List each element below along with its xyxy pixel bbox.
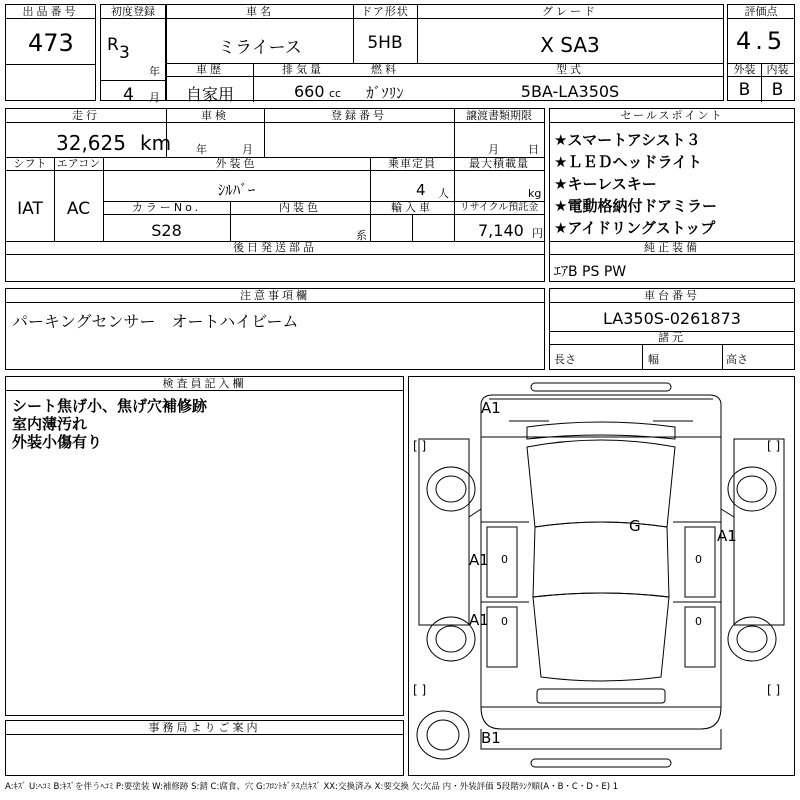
office-box bbox=[5, 720, 404, 776]
later-parts-label: 後日発送部品 bbox=[6, 241, 544, 255]
chassis-label: 車台番号 bbox=[550, 289, 794, 303]
ac-label: エアコン bbox=[54, 157, 103, 171]
model-code: 5BA-LA350S bbox=[520, 82, 620, 101]
car-name: ミライース bbox=[218, 38, 302, 58]
sales-point-item: ★電動格納付ドアミラー bbox=[554, 197, 717, 215]
grade-label: グレード bbox=[417, 5, 723, 19]
bracket-right-rear: [ ] bbox=[767, 683, 781, 697]
inspector-line: 室内薄汚れ bbox=[12, 415, 88, 433]
sales-point-item: ★アイドリングストップ bbox=[554, 219, 716, 237]
sales-points-box bbox=[549, 108, 795, 282]
bracket-left-rear: [ ] bbox=[413, 683, 427, 697]
interior-label: 内装 bbox=[761, 63, 794, 77]
width-label: 幅 bbox=[648, 353, 659, 366]
year-unit: 年 bbox=[149, 65, 160, 78]
damage-mark-front: A1 bbox=[481, 399, 501, 417]
interior-color-label: 内装色 bbox=[230, 201, 370, 215]
grade: X SA3 bbox=[540, 33, 600, 57]
zero-mark: 0 bbox=[501, 553, 508, 566]
score: 4.5 bbox=[736, 27, 787, 55]
sales-points-label: セールスポイント bbox=[550, 109, 794, 123]
lot-number: 473 bbox=[28, 29, 74, 57]
era: R bbox=[107, 35, 119, 55]
score-label: 評価点 bbox=[728, 5, 794, 19]
height-label: 高さ bbox=[726, 353, 748, 366]
inspector-label: 検査員記入欄 bbox=[6, 377, 403, 391]
mileage: 32,625 bbox=[56, 131, 126, 155]
damage-mark-left-rear-door: A1 bbox=[469, 611, 489, 629]
equipment-label: 純正装備 bbox=[550, 241, 794, 255]
damage-mark-right-fender: A1 bbox=[717, 527, 737, 545]
shift: IAT bbox=[17, 199, 43, 219]
reg-month: 4 bbox=[123, 85, 134, 105]
fuel: ｶﾞｿﾘﾝ bbox=[366, 84, 404, 102]
chassis-number: LA350S-0261873 bbox=[603, 309, 741, 328]
max-load-label: 最大積載量 bbox=[454, 157, 544, 171]
recycle-deposit: 7,140 bbox=[478, 221, 524, 240]
specs-label: 諸元 bbox=[550, 331, 794, 345]
bracket-left-front: [ ] bbox=[413, 439, 427, 453]
first-registration-label: 初度登録 bbox=[101, 5, 165, 19]
interior-color-unit: 系 bbox=[356, 229, 367, 242]
mileage-label: 走行 bbox=[6, 109, 166, 123]
capacity-label: 乗車定員 bbox=[370, 157, 454, 171]
transfer-deadline-label: 譲渡書類期限 bbox=[454, 109, 544, 123]
mileage-unit: km bbox=[140, 131, 172, 155]
inspection-month-unit: 月 bbox=[242, 143, 253, 156]
exterior-color-label: 外装色 bbox=[103, 157, 370, 171]
score-box bbox=[727, 4, 795, 101]
details-box bbox=[5, 108, 545, 282]
car-outline bbox=[409, 377, 794, 775]
sales-point-item: ★キーレスキー bbox=[554, 175, 657, 193]
sales-point-item: ★スマートアシスト３ bbox=[554, 131, 701, 149]
displacement-label: 排気量 bbox=[253, 63, 353, 77]
reg-year: 3 bbox=[119, 43, 130, 63]
exterior-color: ｼﾙﾊﾞｰ bbox=[217, 181, 256, 199]
legend: A:ｷｽﾞ U:ﾍｺﾐ B:ｷｽﾞを伴うﾍｺﾐ P:要塗装 W:補修跡 S:錆 C:腐食、穴 G:ﾌﾛﾝﾄｶﾞﾗｽ点ｷｽﾞ XX:交換済み X:要交換 欠:欠品 内・外装評価 5段階ﾗﾝｸ順(A・B・C・D・E) 1 bbox=[5, 782, 619, 792]
inspection-label: 車検 bbox=[166, 109, 264, 123]
shift-label: シフト bbox=[6, 157, 54, 171]
interior-grade: B bbox=[771, 80, 784, 100]
length-label: 長さ bbox=[554, 353, 576, 366]
bracket-right-front: [ ] bbox=[767, 439, 781, 453]
first-registration-box bbox=[100, 4, 166, 105]
displacement-unit: cc bbox=[329, 87, 342, 100]
zero-mark: 0 bbox=[695, 553, 702, 566]
capacity-unit: 人 bbox=[438, 187, 449, 200]
inspector-line: シート焦げ小、焦げ穴補修跡 bbox=[12, 397, 208, 415]
transfer-month-unit: 月 bbox=[488, 143, 499, 156]
car-name-label: 車名 bbox=[167, 5, 353, 19]
exterior-grade: B bbox=[738, 80, 751, 100]
damage-mark-windshield: G bbox=[629, 517, 641, 535]
registration-label: 登録番号 bbox=[264, 109, 454, 123]
exterior-label: 外装 bbox=[728, 63, 761, 77]
vehicle-history: 自家用 bbox=[185, 85, 234, 104]
model-label: 型式 bbox=[417, 63, 723, 77]
zero-mark: 0 bbox=[695, 615, 702, 628]
displacement: 660 bbox=[294, 82, 325, 101]
recycle-unit: 円 bbox=[532, 227, 543, 240]
notes-box bbox=[5, 288, 545, 370]
air-conditioner: AC bbox=[66, 199, 91, 219]
equipment: ｴｱB PS PW bbox=[554, 264, 627, 280]
inspection-year-unit: 年 bbox=[196, 143, 207, 156]
inspector-box bbox=[5, 376, 404, 716]
sales-point-item: ★ＬＥＤヘッドライト bbox=[554, 153, 702, 171]
inspector-line: 外装小傷有り bbox=[12, 433, 103, 451]
history-label: 車歴 bbox=[167, 63, 253, 77]
notes-label: 注意事項欄 bbox=[6, 289, 544, 303]
month-unit: 月 bbox=[149, 91, 160, 104]
color-number: S28 bbox=[151, 221, 182, 240]
chassis-box bbox=[549, 288, 795, 370]
office-label: 事務局よりご案内 bbox=[6, 721, 403, 735]
color-number-label: カラーNo. bbox=[103, 201, 230, 215]
import-label: 輸入車 bbox=[370, 201, 454, 215]
fuel-label: 燃料 bbox=[353, 63, 417, 77]
vehicle-info-box bbox=[166, 4, 724, 104]
damage-mark-rear: B1 bbox=[481, 729, 501, 747]
lot-number-label: 出品番号 bbox=[6, 5, 95, 19]
door-type: 5HB bbox=[367, 33, 403, 53]
notes: パーキングセンサー オートハイビーム bbox=[12, 312, 299, 331]
load-unit: kg bbox=[528, 187, 542, 200]
zero-mark: 0 bbox=[501, 615, 508, 628]
door-label: ドア形状 bbox=[353, 5, 417, 19]
recycle-deposit-label: リサイクル預託金 bbox=[454, 201, 544, 215]
transfer-day-unit: 日 bbox=[528, 143, 539, 156]
damage-mark-left-front-door: A1 bbox=[469, 551, 489, 569]
lot-number-box bbox=[5, 4, 96, 101]
car-diagram bbox=[408, 376, 795, 776]
capacity: 4 bbox=[416, 181, 426, 199]
